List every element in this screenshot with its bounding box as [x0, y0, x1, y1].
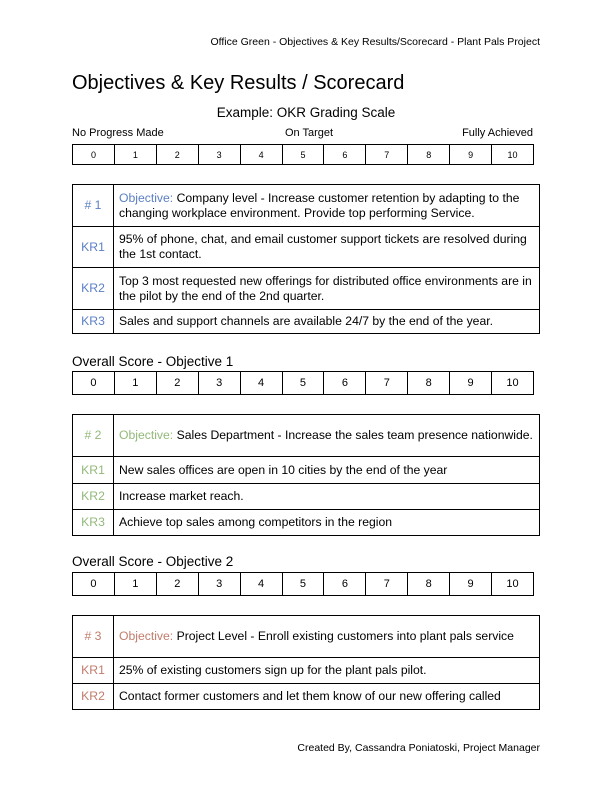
- scale-label-mid: On Target: [285, 127, 334, 139]
- key-result-id: KR2: [73, 268, 114, 310]
- score-cell[interactable]: 2: [156, 573, 198, 596]
- scale-cell: 7: [366, 145, 408, 165]
- objective-row: [73, 616, 540, 658]
- grading-scale-table: [72, 144, 534, 165]
- objective-label: Objective:: [119, 428, 174, 442]
- score-cell[interactable]: 10: [492, 573, 534, 596]
- score-cell[interactable]: 0: [73, 573, 115, 596]
- key-result-row: [73, 457, 540, 484]
- key-result-id: KR2: [73, 684, 114, 710]
- score-cell[interactable]: 6: [324, 573, 366, 596]
- objective-2-table: [72, 414, 540, 536]
- key-result-text: 25% of existing customers sign up for the plant pals pilot.: [114, 658, 540, 684]
- scale-cell: 2: [156, 145, 198, 165]
- score-cell[interactable]: 10: [492, 372, 534, 395]
- score-cell[interactable]: 3: [198, 573, 240, 596]
- score-cell[interactable]: 8: [408, 573, 450, 596]
- scale-cell: 0: [73, 145, 115, 165]
- objective-text: [114, 185, 540, 227]
- document-header: Office Green - Objectives & Key Results/Scorecard - Plant Pals Project: [210, 36, 540, 48]
- key-result-id: KR3: [73, 510, 114, 536]
- scale-cell: 6: [324, 145, 366, 165]
- score-cell[interactable]: 5: [282, 573, 324, 596]
- key-result-row: [73, 227, 540, 268]
- key-result-text: Increase market reach.: [114, 484, 540, 510]
- key-result-id: KR1: [73, 658, 114, 684]
- key-result-text: 95% of phone, chat, and email customer support tickets are resolved during the 1st contact.: [114, 227, 540, 268]
- key-result-id: KR1: [73, 457, 114, 484]
- objective-text: [114, 415, 540, 457]
- document-footer: Created By, Cassandra Poniatoski, Project Manager: [297, 742, 540, 754]
- objective-description: Project Level - Enroll existing customers into plant pals service: [173, 629, 514, 643]
- scale-cell: 5: [282, 145, 324, 165]
- objective-row: [73, 415, 540, 457]
- key-result-text: Top 3 most requested new offerings for distributed office environments are in the pilot by the end of the 2nd quarter.: [114, 268, 540, 310]
- overall-score-table-1: [72, 371, 534, 395]
- score-cell[interactable]: 4: [240, 573, 282, 596]
- objective-description: Company level - Increase customer retention by adapting to the changing workplace environment. Provide top performing Service.: [119, 190, 520, 220]
- key-result-id: KR3: [73, 310, 114, 334]
- score-cell[interactable]: 7: [366, 372, 408, 395]
- key-result-row: [73, 510, 540, 536]
- key-result-text: Achieve top sales among competitors in the region: [114, 510, 540, 536]
- key-result-row: [73, 268, 540, 310]
- objective-3-table: [72, 615, 540, 710]
- overall-score-label-1: Overall Score - Objective 1: [72, 354, 234, 369]
- score-cell[interactable]: 3: [198, 372, 240, 395]
- score-cell[interactable]: 6: [324, 372, 366, 395]
- scale-cell: 3: [198, 145, 240, 165]
- key-result-row: [73, 310, 540, 334]
- score-cell[interactable]: 2: [156, 372, 198, 395]
- objective-number: # 2: [73, 415, 114, 457]
- overall-score-table-2: [72, 572, 534, 596]
- key-result-row: [73, 684, 540, 710]
- key-result-id: KR1: [73, 227, 114, 268]
- grading-scale-title: Example: OKR Grading Scale: [216, 105, 396, 120]
- score-cell[interactable]: 7: [366, 573, 408, 596]
- overall-score-label-2: Overall Score - Objective 2: [72, 554, 234, 569]
- score-cell[interactable]: 9: [450, 573, 492, 596]
- key-result-text: Sales and support channels are available 24/7 by the end of the year.: [114, 310, 540, 334]
- objective-number: # 1: [73, 185, 114, 227]
- key-result-row: [73, 484, 540, 510]
- page-title: Objectives & Key Results / Scorecard: [72, 72, 405, 94]
- score-cell[interactable]: 5: [282, 372, 324, 395]
- score-cell[interactable]: 8: [408, 372, 450, 395]
- scale-label-low: No Progress Made: [72, 127, 164, 139]
- score-cell[interactable]: 0: [73, 372, 115, 395]
- scale-cell: 8: [408, 145, 450, 165]
- key-result-row: [73, 658, 540, 684]
- key-result-id: KR2: [73, 484, 114, 510]
- objective-row: [73, 185, 540, 227]
- scale-label-high: Fully Achieved: [462, 127, 533, 139]
- objective-number: # 3: [73, 616, 114, 658]
- objective-1-table: [72, 184, 540, 334]
- objective-text: [114, 616, 540, 658]
- score-cell[interactable]: 1: [114, 372, 156, 395]
- objective-description: Sales Department - Increase the sales team presence nationwide.: [173, 428, 533, 442]
- scale-cell: 4: [240, 145, 282, 165]
- score-cell[interactable]: 4: [240, 372, 282, 395]
- score-cell[interactable]: 1: [114, 573, 156, 596]
- key-result-text: New sales offices are open in 10 cities by the end of the year: [114, 457, 540, 484]
- score-cell[interactable]: 9: [450, 372, 492, 395]
- scale-cell: 1: [114, 145, 156, 165]
- scale-cell: 10: [492, 145, 534, 165]
- objective-label: Objective:: [119, 190, 174, 205]
- scale-cell: 9: [450, 145, 492, 165]
- key-result-text: Contact former customers and let them know of our new offering called: [114, 684, 540, 710]
- objective-label: Objective:: [119, 629, 174, 643]
